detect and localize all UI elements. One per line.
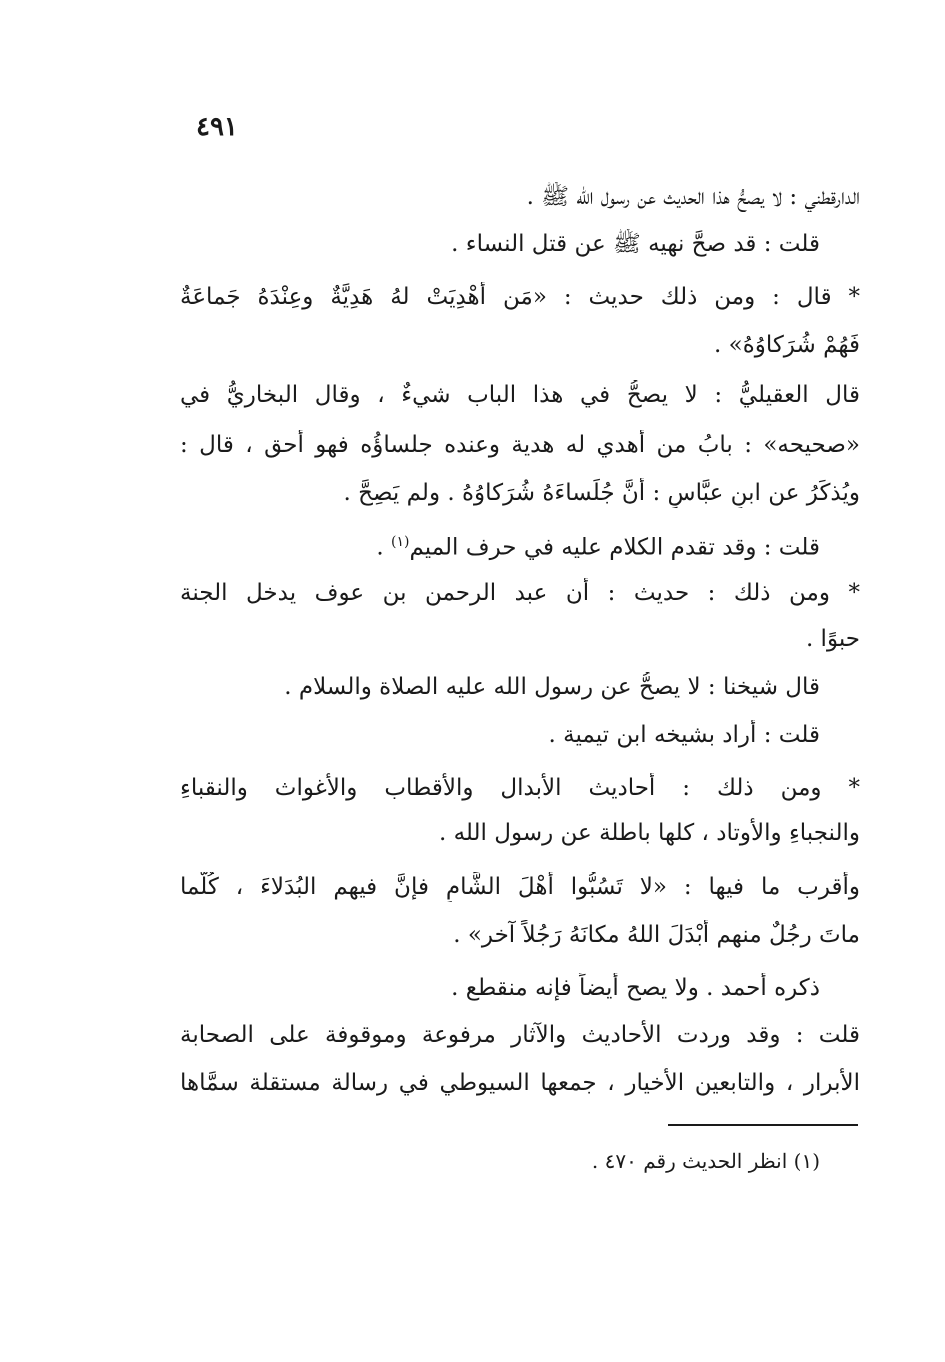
footnote-reference: (١) [391,534,410,550]
text-line: قلت : أَراد بشيخه ابن تيمية . [548,722,820,748]
page-number: ٤٩١ [196,112,238,142]
text-line [180,527,820,563]
text-line: ويُذكَرُ عن ابنِ عبَّاسٍ : أَنَّ جُلَساءَهُ شُرَكاوُهُ . ولم يَصِحَّ . [343,480,860,506]
text-line: الدارقطني : لا يصحُّ هذا الحديث عن رسول الله ﷺ . [526,184,860,210]
text-line: قال العقيليُّ : لا يصحُّ في هذا الباب شيءٌ ، وقال البخاريُّ في [180,382,860,408]
text-line: حبوًا . [805,626,860,652]
text-line: وأَقرب ما فيها : «لا تَسُبُّوا أَهْلَ الشَّامِ فإنَّ فيهم البُدَلاءَ ، كُلَّما [180,874,860,900]
text-line: الأَبرار ، والتابعين الأَخيار ، جمعها السيوطي في رسالة مستقلة سمَّاها [180,1070,860,1096]
text-line: * قال : ومن ذلك حديث : «مَن أُهْدِيَتْ لهُ هَدِيَّةٌ وعِنْدَهُ جَماعَةٌ [180,284,860,310]
text-line: فَهُمْ شُرَكاوُهُ» . [714,332,860,358]
text-line: * ومن ذلك : أَحاديث الأَبدال والأَقطاب والأَغواث والنقباءِ [180,775,860,801]
footnote-rule [668,1124,858,1126]
text-line: ذكره أحمد . ولا يصح أيضاً فإنه منقطع . [451,975,820,1001]
text-line: قلت : وقد وردت الأَحاديث والآثار مرفوعة وموقوفة على الصحابة [180,1022,860,1048]
text-line: والنجباءِ والأَوتاد ، كلها باطلة عن رسول الله . [438,820,860,846]
footnote-text: (١) انظر الحديث رقم ٤٧٠ . [591,1149,820,1173]
text-line: قلت : قد صحَّ نهيه ﷺ عن قتل النساء . [451,231,820,257]
text-line: * ومن ذلك : حديث : أَن عبد الرحمن بن عوف يدخل الجنة [180,580,860,606]
text-line: ماتَ رجُلٌ منهم أَبْدَلَ اللهُ مكانَهُ رَجُلاً آخر» . [453,922,860,948]
text-line: «صحيحه» : بابُ من أهدي له هدية وعنده جلساؤُه فهو أحق ، قال : [180,432,860,458]
text-line: قال شيخنا : لا يصحُّ عن رسول الله عليه الصلاة والسلام . [284,674,820,700]
text-line-tail: . [376,534,392,561]
text-line-main: قلت : وقد تقدم الكلام عليه في حرف الميم [409,534,820,561]
